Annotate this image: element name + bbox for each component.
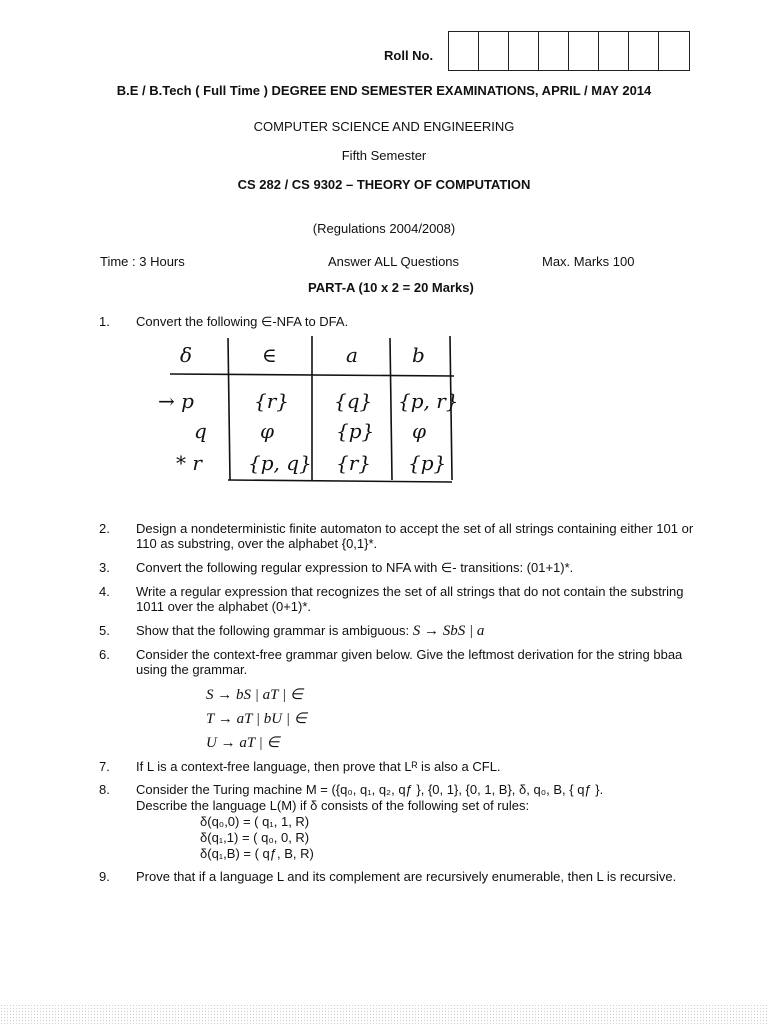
table-header-b: b xyxy=(412,343,425,367)
question-text: Consider the Turing machine M = ({q₀, q₁, q₂, qƒ }, {0, 1}, {0, 1, B}, δ, q₀, B, { qƒ }. xyxy=(136,782,604,797)
question-number: 6. xyxy=(99,647,110,662)
question-number: 9. xyxy=(99,869,110,884)
table-cell: {q} xyxy=(334,389,373,413)
table-state: * r xyxy=(176,451,202,475)
question-text: Prove that if a language L and its complement are recursively enumerable, then L is recursive. xyxy=(136,869,677,884)
roll-digit-box[interactable] xyxy=(509,32,539,70)
question-text: Convert the following ∈-NFA to DFA. xyxy=(136,314,349,329)
department: COMPUTER SCIENCE AND ENGINEERING xyxy=(253,119,515,134)
table-header-a: a xyxy=(346,343,358,367)
roll-digit-box[interactable] xyxy=(599,32,629,70)
roll-digit-box[interactable] xyxy=(479,32,509,70)
transition-rule: δ(q₀,0) = ( q₁, 1, R) xyxy=(200,814,310,829)
question-text: Write a regular expression that recognizes the set of all strings that do not contain the substring 1011 over the alphabet (0+1)*. xyxy=(136,584,684,614)
question-text: Design a nondeterministic finite automaton to accept the set of all strings containing either 101 or 110 as substring, over the alphabet {0,1}*. xyxy=(136,521,694,551)
transition-rule: δ(q₁,1) = ( q₀, 0, R) xyxy=(200,830,310,845)
question-text-body: Show that the following grammar is ambiguous: xyxy=(136,623,413,638)
question-text: If L is a context-free language, then prove that Lᴿ is also a CFL. xyxy=(136,759,501,774)
table-cell: φ xyxy=(260,419,275,443)
table-header-delta: δ xyxy=(180,343,193,367)
exam-duration: Time : 3 Hours xyxy=(100,254,185,269)
table-cell: φ xyxy=(412,419,427,443)
nfa-transition-table xyxy=(150,330,470,490)
regulations: (Regulations 2004/2008) xyxy=(312,221,456,236)
table-cell: {p, r} xyxy=(398,389,459,413)
question-number: 8. xyxy=(99,782,110,797)
scan-noise-edge xyxy=(0,1004,768,1024)
instruction: Answer ALL Questions xyxy=(328,254,460,269)
course-title: CS 282 / CS 9302 – THEORY OF COMPUTATION xyxy=(237,177,531,192)
grammar-production: S → bS | aT | ∈ xyxy=(206,687,303,703)
grammar-rule: S → SbS | a xyxy=(412,623,485,639)
table-cell: {r} xyxy=(336,451,372,475)
table-cell: {p} xyxy=(336,419,375,443)
table-cell: {p, q} xyxy=(248,451,312,475)
question-number: 1. xyxy=(99,314,110,329)
table-cell: {r} xyxy=(254,389,290,413)
question-number: 5. xyxy=(99,623,110,638)
question-text xyxy=(136,623,696,639)
grammar-production: U → aT | ∈ xyxy=(206,735,280,751)
table-state: q xyxy=(194,419,207,443)
table-state: → p xyxy=(158,389,194,413)
question-text-continued: Describe the language L(M) if δ consists of the following set of rules: xyxy=(136,798,530,813)
roll-digit-box[interactable] xyxy=(569,32,599,70)
roll-number-boxes[interactable] xyxy=(448,31,690,71)
table-header-epsilon: ∈ xyxy=(262,343,277,367)
roll-digit-box[interactable] xyxy=(659,32,689,70)
question-number: 3. xyxy=(99,560,110,575)
grammar-production: T → aT | bU | ∈ xyxy=(206,711,307,727)
roll-digit-box[interactable] xyxy=(629,32,659,70)
transition-rule: δ(q₁,B) = ( qƒ, B, R) xyxy=(200,846,314,861)
table-cell: {p} xyxy=(408,451,447,475)
max-marks: Max. Marks 100 xyxy=(542,254,635,269)
roll-number-label: Roll No. xyxy=(384,48,434,63)
question-number: 4. xyxy=(99,584,110,599)
part-heading: PART-A (10 x 2 = 20 Marks) xyxy=(308,280,474,295)
question-number: 7. xyxy=(99,759,110,774)
semester: Fifth Semester xyxy=(341,148,427,163)
question-text: Convert the following regular expression to NFA with ∈- transitions: (01+1)*. xyxy=(136,560,574,575)
roll-digit-box[interactable] xyxy=(539,32,569,70)
exam-title: B.E / B.Tech ( Full Time ) DEGREE END SEMESTER EXAMINATIONS, APRIL / MAY 2014 xyxy=(116,83,652,98)
question-text: Consider the context-free grammar given below. Give the leftmost derivation for the string bbaa using the grammar. xyxy=(136,647,683,677)
roll-digit-box[interactable] xyxy=(449,32,479,70)
question-number: 2. xyxy=(99,521,110,536)
